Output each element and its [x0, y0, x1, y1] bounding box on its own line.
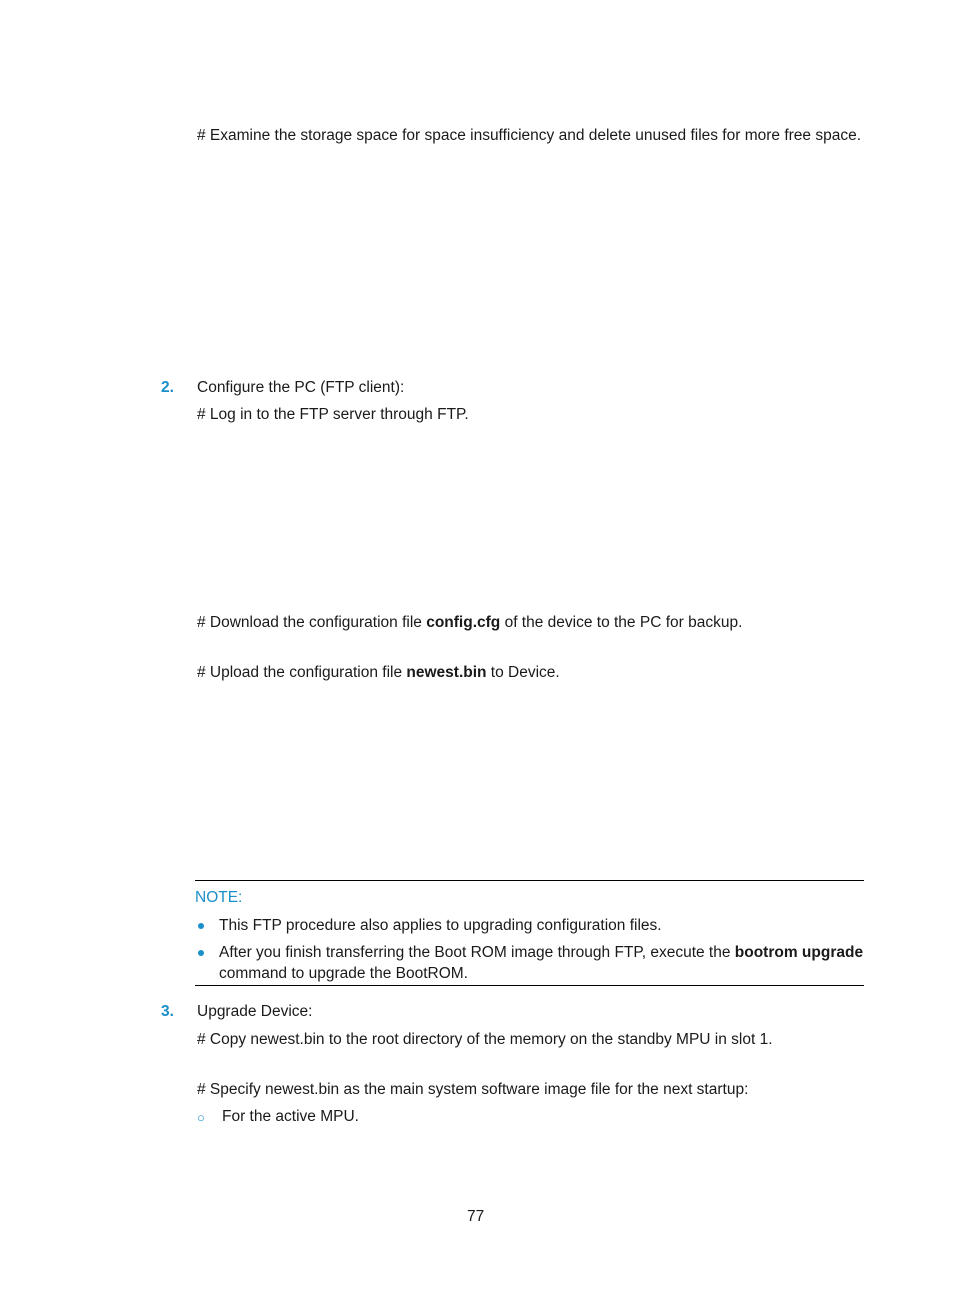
copy-image-text: # Copy newest.bin to the root directory of the memory on the standby MPU in slot 1. [197, 1031, 773, 1048]
bootrom-upgrade-command: bootrom upgrade [734, 944, 864, 961]
note-item-2-line2: command to upgrade the BootROM. [219, 965, 468, 982]
note-bullet-2 [198, 950, 204, 956]
step-2-number: 2. [161, 379, 174, 396]
note-bullet-1 [198, 923, 204, 929]
active-mpu-item: For the active MPU. [222, 1108, 359, 1125]
step-3-title: Upgrade Device: [197, 1003, 313, 1020]
download-pre: # Download the configuration file [197, 614, 427, 631]
step-2-title: Configure the PC (FTP client): [197, 379, 405, 396]
image-filename: newest.bin [406, 664, 487, 681]
ftp-login-text: # Log in to the FTP server through FTP. [197, 406, 469, 423]
upload-pre: # Upload the configuration file [197, 664, 407, 681]
note-item-1: This FTP procedure also applies to upgrading configuration files. [219, 917, 662, 934]
page-number: 77 [467, 1208, 485, 1225]
note-item-2 [219, 943, 863, 963]
upload-post: to Device. [486, 664, 560, 681]
note-bottom-rule [195, 985, 864, 986]
note-top-rule [195, 880, 864, 881]
step-3-number: 3. [161, 1003, 174, 1020]
download-post: of the device to the PC for backup. [500, 614, 743, 631]
hollow-bullet-icon: ○ [197, 1110, 205, 1125]
specify-image-text: # Specify newest.bin as the main system software image file for the next startup: [197, 1081, 749, 1098]
upload-config-text [197, 663, 560, 683]
config-filename: config.cfg [426, 614, 501, 631]
examine-storage-text: # Examine the storage space for space insufficiency and delete unused files for more free space. [197, 127, 862, 144]
note-title: NOTE: [195, 889, 243, 906]
note-item-2-pre: After you finish transferring the Boot ROM image through FTP, execute the [219, 944, 735, 961]
download-config-text [197, 613, 742, 633]
